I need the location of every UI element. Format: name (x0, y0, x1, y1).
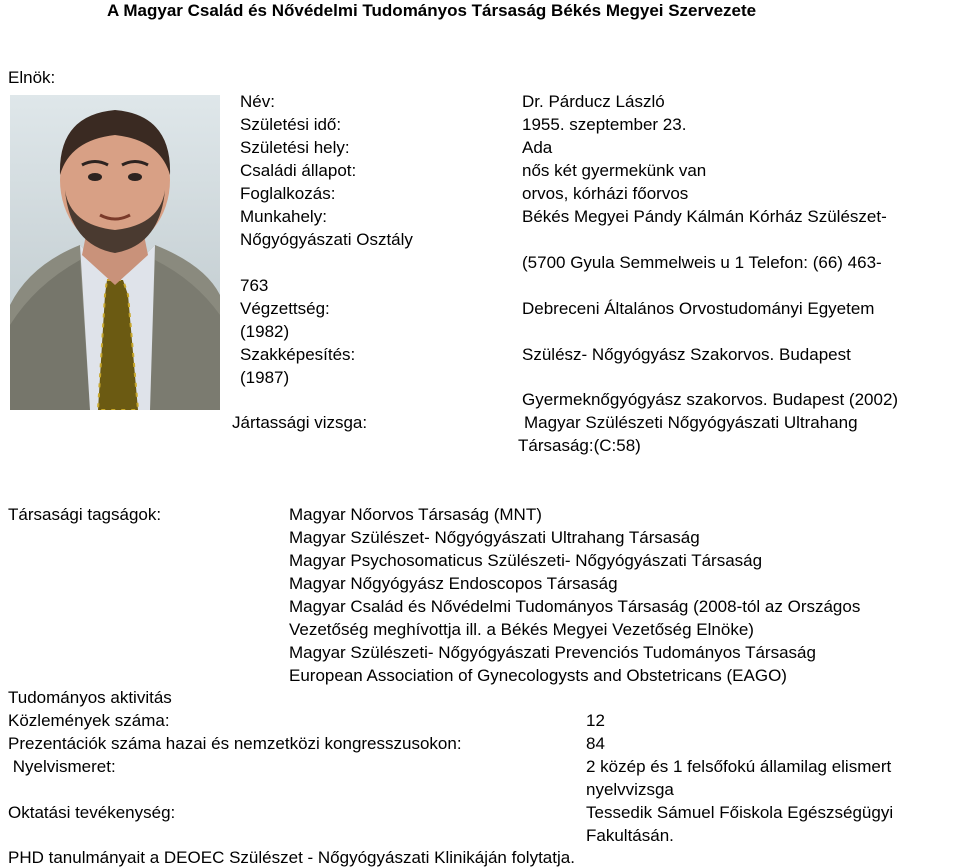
birthplace-label: Születési hely: (240, 138, 350, 157)
membership-item: Magyar Nőgyógyász Endoscopos Társaság (289, 574, 618, 593)
specialty-value-2: Gyermeknőgyógyász szakorvos. Budapest (2002) (522, 390, 899, 409)
birthdate-label: Születési idő: (240, 115, 342, 134)
membership-item: Vezetőség meghívottja ill. a Békés Megyei Vezetőség Elnöke) (289, 620, 754, 639)
address-line-2: 763 (240, 276, 269, 295)
name-label: Név: (240, 92, 275, 111)
presentations-value: 84 (586, 734, 605, 753)
specialty-label: Szakképesítés: (240, 345, 356, 364)
membership-item: Magyar Szülészeti- Nőgyógyászati Prevenciós Tudományos Társaság (289, 643, 816, 662)
science-heading: Tudományos aktivitás (8, 688, 172, 707)
birthplace-value: Ada (522, 138, 553, 157)
specialty-value: Szülész- Nőgyógyász Szakorvos. Budapest (522, 345, 851, 364)
teaching-value: Tessedik Sámuel Főiskola Egészségügyi (586, 803, 894, 822)
exam-value-cont: Társaság:(C:58) (518, 436, 641, 455)
membership-item: Magyar Nőorvos Társaság (MNT) (289, 505, 542, 524)
membership-item: Magyar Psychosomaticus Szülészeti- Nőgyógyászati Társaság (289, 551, 763, 570)
languages-label: Nyelvismeret: (8, 757, 116, 776)
education-year: (1982) (240, 322, 290, 341)
workplace-label: Munkahely: (240, 207, 327, 226)
page-title: A Magyar Család és Nővédelmi Tudományos Társaság Békés Megyei Szervezete (107, 1, 757, 20)
occupation-value: orvos, kórházi főorvos (522, 184, 689, 203)
name-value: Dr. Párducz László (522, 92, 665, 111)
languages-value-cont: nyelvvizsga (586, 780, 674, 799)
teaching-value-cont: Fakultásán. (586, 826, 674, 845)
portrait-photo (10, 95, 220, 410)
membership-item: Magyar Család és Nővédelmi Tudományos Társaság (2008-tól az Országos (289, 597, 861, 616)
membership-item: European Association of Gynecologysts and Obstetricans (EAGO) (289, 666, 787, 685)
publications-label: Közlemények száma: (8, 711, 170, 730)
exam-label: Jártassági vizsga: (232, 413, 368, 432)
family-value: nős két gyermekünk van (522, 161, 707, 180)
specialty-year: (1987) (240, 368, 290, 387)
languages-value: 2 közép és 1 felsőfokú államilag elismert (586, 757, 892, 776)
presentations-label: Prezentációk száma hazai és nemzetközi kongresszusokon: (8, 734, 462, 753)
workplace-value-cont: Nőgyógyászati Osztály (240, 230, 413, 249)
occupation-label: Foglalkozás: (240, 184, 336, 203)
address-line-1: (5700 Gyula Semmelweis u 1 Telefon: (66) 463- (522, 253, 882, 272)
education-value: Debreceni Általános Orvostudományi Egyetem (522, 299, 875, 318)
birthdate-value: 1955. szeptember 23. (522, 115, 687, 134)
portrait-photo-icon (10, 95, 220, 410)
education-label: Végzettség: (240, 299, 330, 318)
teaching-label: Oktatási tevékenység: (8, 803, 176, 822)
exam-value: Magyar Szülészeti Nőgyógyászati Ultrahang (524, 413, 858, 432)
phd-text: PHD tanulmányait a DEOEC Szülészet - Nőgyógyászati Klinikáján folytatja. (8, 848, 575, 867)
publications-value: 12 (586, 711, 605, 730)
president-label: Elnök: (8, 68, 56, 87)
workplace-value: Békés Megyei Pándy Kálmán Kórház Szülészet- (522, 207, 887, 226)
memberships-label: Társasági tagságok: (8, 505, 162, 524)
family-label: Családi állapot: (240, 161, 357, 180)
membership-item: Magyar Szülészet- Nőgyógyászati Ultrahang Társaság (289, 528, 700, 547)
